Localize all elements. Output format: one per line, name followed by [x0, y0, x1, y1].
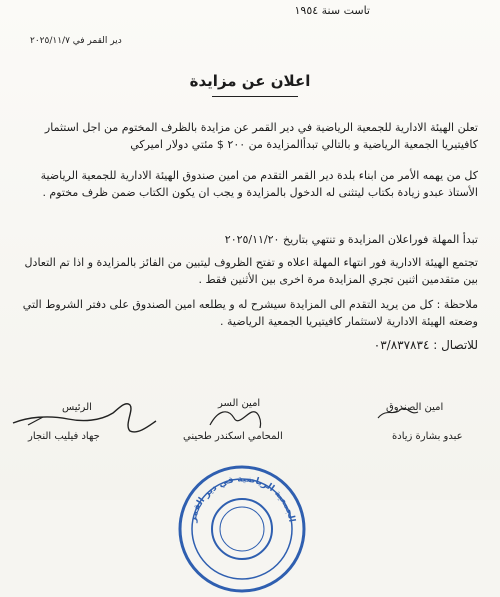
treasurer-role: امين الصندوق: [386, 402, 444, 413]
place-date: دير القمر في ٢٠٢٥/١١/٧: [30, 36, 122, 46]
treasurer-signature: [370, 398, 430, 428]
established-year: تاست سنة ١٩٥٤: [294, 4, 370, 17]
paragraph-deadline: تبدأ المهلة فوراعلان المزايدة و تنتهي بتاريخ ٢٠٢٥/١١/٢٠: [224, 233, 478, 246]
secretary-name: المحامي اسكندر طحيني: [183, 431, 283, 442]
svg-text:الجمعية الرياضية في دير القمر: الجمعية الرياضية في دير القمر: [188, 474, 297, 524]
president-signature: [8, 395, 158, 440]
paragraph-eligibility: كل من يهمه الأمر من ابناء بلدة دير القمر التقدم من امين صندوق الهيئة الادارية للجمعية الرياضية الأستاذ عبدو زيادة بكتاب ليتثنى له الدخول بالمزايدة و يجب ان يكون الكتاب ضمن ظرف مختوم .: [40, 169, 478, 199]
title-underline: [212, 96, 298, 97]
association-seal: [175, 462, 310, 597]
paragraph-announcement: تعلن الهيئة الادارية للجمعية الرياضية في دير القمر عن مزايدة بالظرف المختوم من اجل استثمار كافيتيريا الجمعية الرياضية و بالتالي تبدأالمزايدة من ٢٠٠ $ مئتي دولار اميركي: [44, 121, 478, 151]
paragraph-procedure: تجتمع الهيئة الادارية فور انتهاء المهلة اعلاه و تفتح الظروف ليتبين من الفائز بالمزايدة و اذا تم التعادل بين متقدمين اثنين تجري المزايدة مرة اخرى بين الأثنين فقط .: [24, 256, 478, 286]
contact-phone: للاتصال : ٠٣/٨٣٧٨٣٤: [373, 338, 478, 352]
secretary-role: امين السر: [218, 398, 261, 409]
treasurer-name: عبدو بشارة زيادة: [392, 431, 463, 442]
president-name: جهاد فيليب النجار: [28, 431, 100, 442]
secretary-signature: [200, 400, 270, 435]
president-role: الرئيس: [62, 402, 92, 413]
paragraph-note: ملاحظة : كل من يريد التقدم الى المزايدة سيشرح له و يطلعه امين الصندوق على دفتر الشروط التي وضعته الهيئة الادارية لاستثمار كافيتيريا الجمعية الرياضية .: [22, 298, 478, 328]
document-title: اعلان عن مزايدة: [189, 72, 311, 90]
